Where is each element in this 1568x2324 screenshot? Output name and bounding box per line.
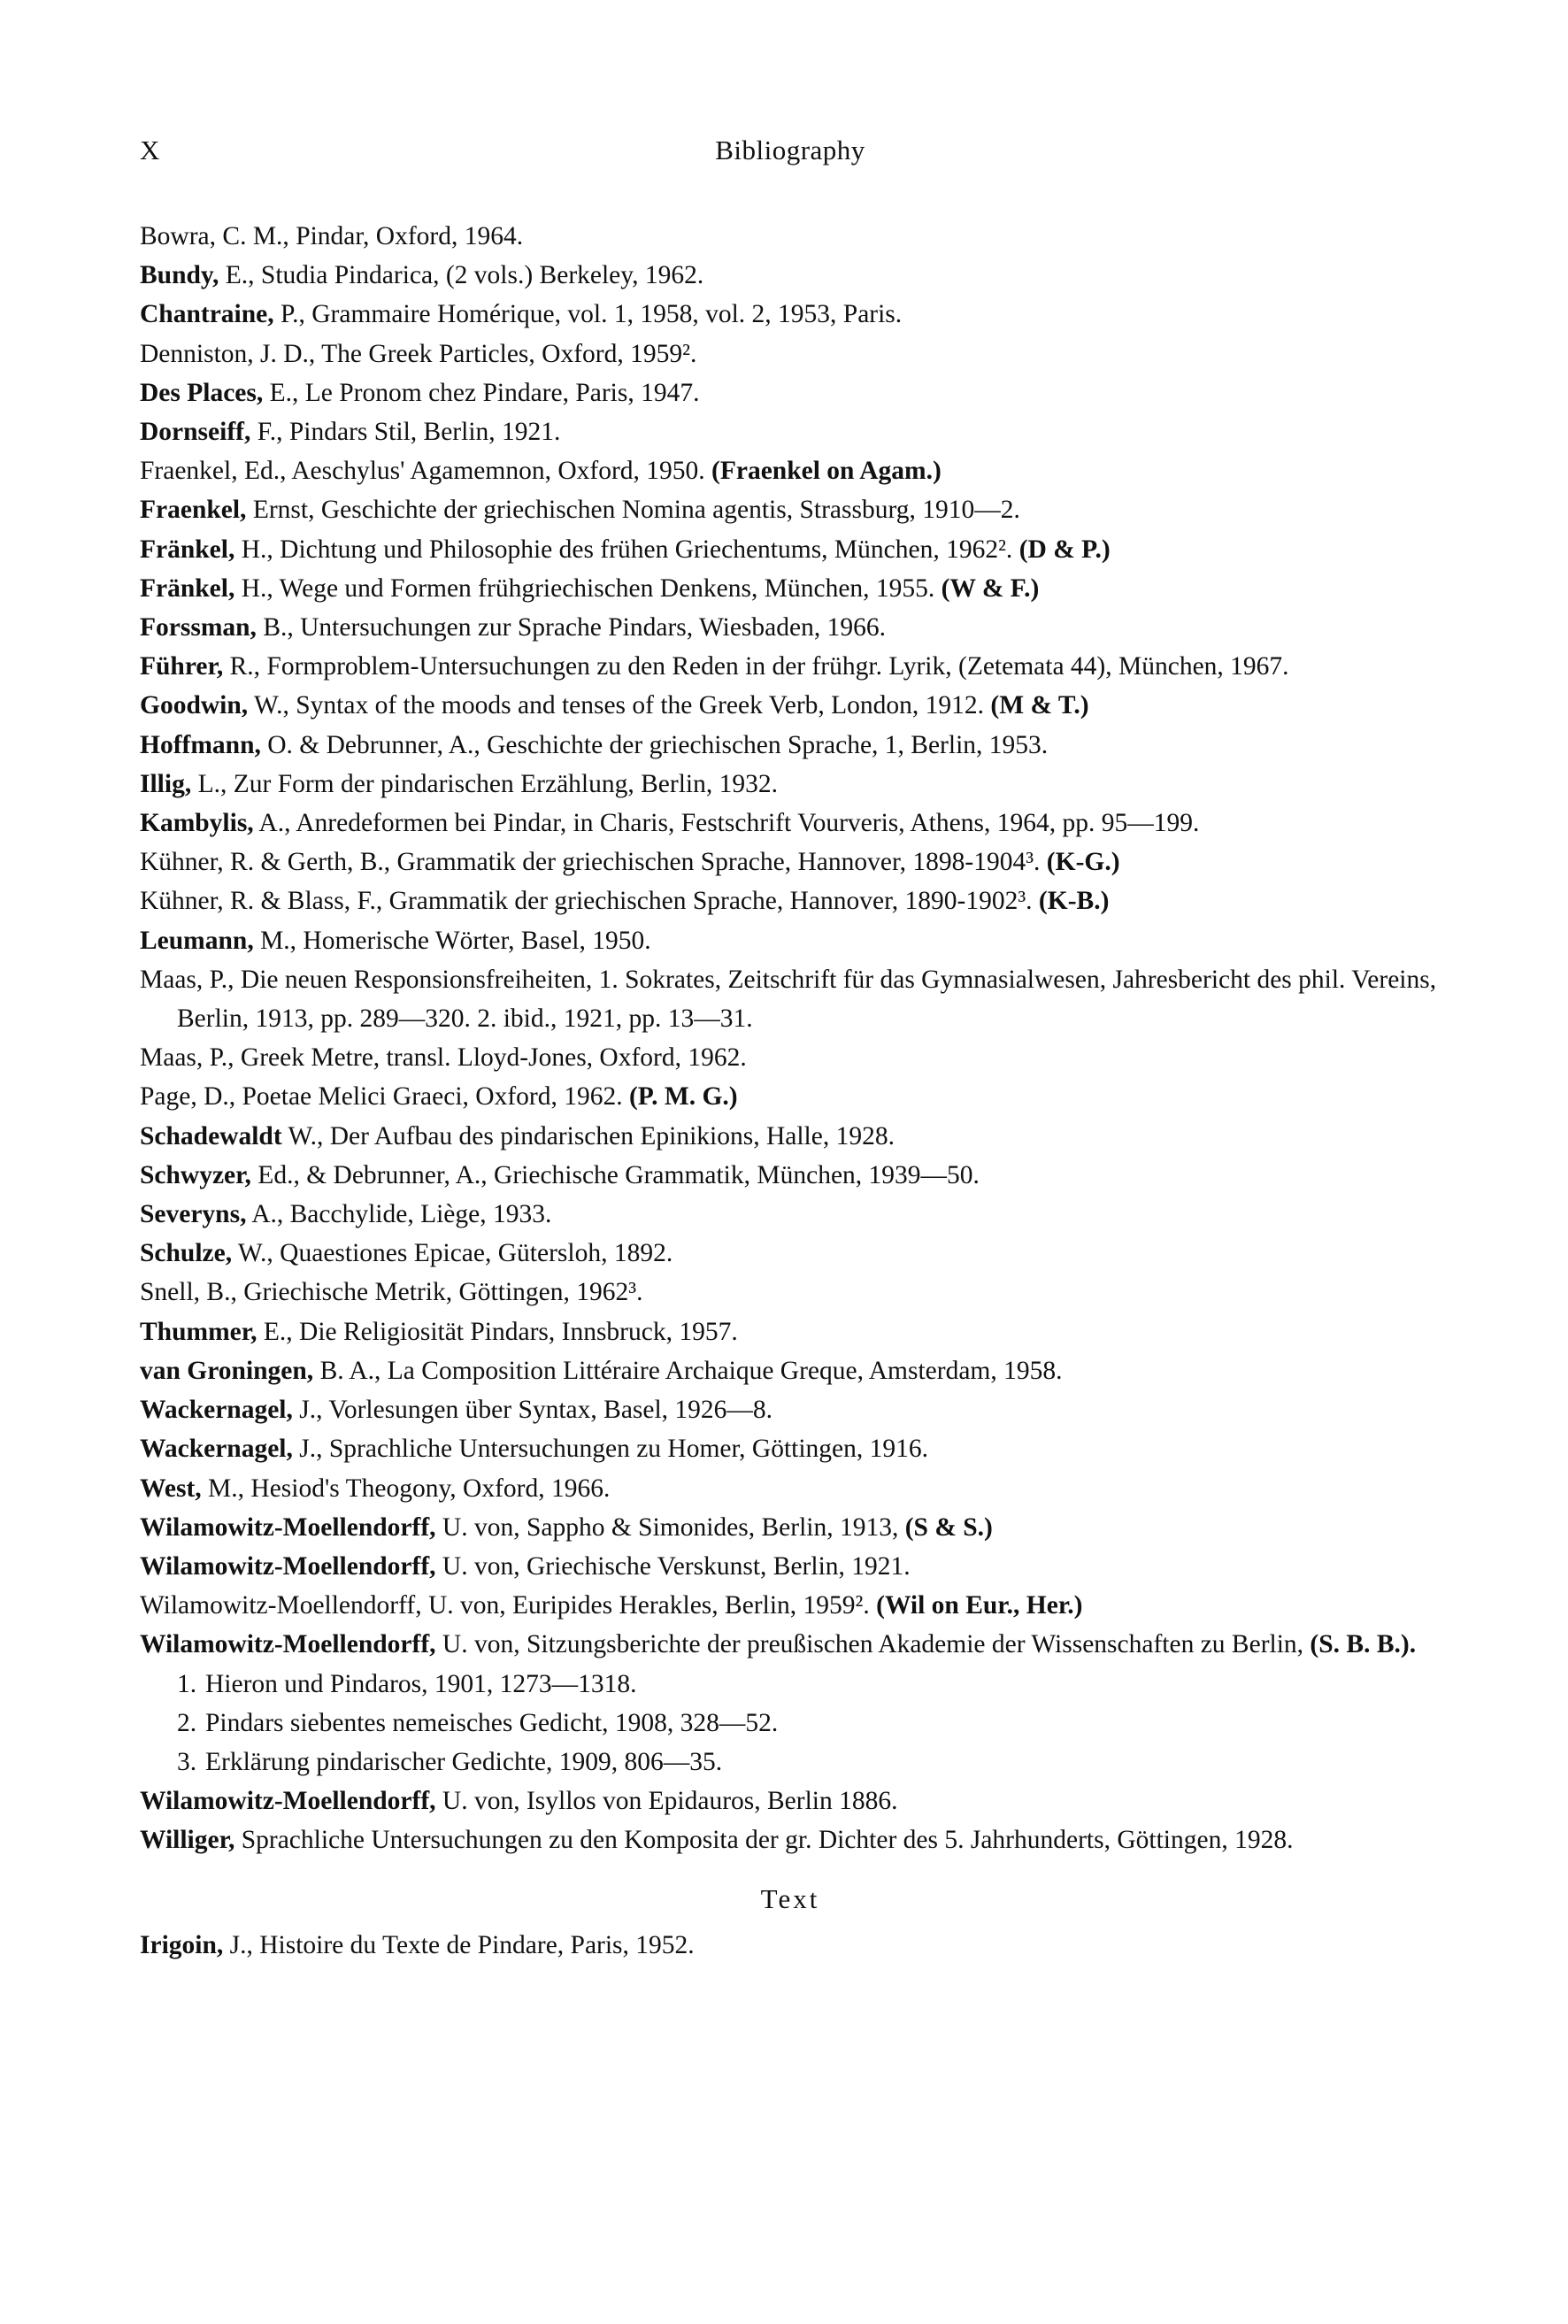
bibliography-entry	[140, 647, 1441, 686]
entry-author: Maas,	[140, 965, 204, 994]
sublist-item	[140, 1704, 1441, 1743]
entry-author: Bundy,	[140, 261, 219, 290]
bibliography-entry	[140, 1273, 1441, 1312]
entry-details: W., Quaestiones Epicae, Gütersloh, 1892.	[232, 1239, 673, 1268]
entry-details: E., Le Pronom chez Pindare, Paris, 1947.	[263, 378, 700, 407]
entry-abbreviation: (Wil on Eur., Her.)	[876, 1591, 1083, 1620]
entry-author: Führer,	[140, 652, 224, 681]
bibliography-entry	[140, 295, 1441, 334]
entry-author: Wilamowitz-Moellendorff,	[140, 1591, 422, 1620]
bibliography-entry	[140, 1351, 1441, 1390]
entry-abbreviation: (K-G.)	[1046, 848, 1120, 877]
bibliography-entry	[140, 569, 1441, 608]
bibliography-entry	[140, 1234, 1441, 1273]
entry-details: M., Hesiod's Theogony, Oxford, 1966.	[201, 1474, 611, 1503]
entry-author: Forssman,	[140, 613, 257, 643]
entry-details: A., Anredeformen bei Pindar, in Charis, Festschrift Vourveris, Athens, 1964, pp. 95—199.	[253, 809, 1200, 838]
entry-author: Fraenkel, Ed.,	[140, 457, 287, 486]
entry-author: Thummer,	[140, 1317, 257, 1346]
entry-details: R. & Gerth, B., Grammatik der griechischen Sprache, Hannover, 1898-1904³.	[223, 848, 1047, 877]
entry-author: Wilamowitz-Moellendorff,	[140, 1551, 436, 1581]
bibliography-entry	[140, 1077, 1441, 1116]
bibliography-entry	[140, 256, 1441, 295]
bibliography-entry	[140, 490, 1441, 529]
entry-abbreviation: (W & F.)	[941, 573, 1040, 603]
bibliography-entry	[140, 451, 1441, 490]
entry-author: Bowra, C. M.,	[140, 222, 289, 250]
entry-details: R., Formproblem-Untersuchungen zu den Reden in der frühgr. Lyrik, (Zetemata 44), München, 1967.	[223, 652, 1289, 681]
entry-abbreviation: (Fraenkel on Agam.)	[704, 457, 942, 486]
sublist-number: 2.	[177, 1708, 197, 1737]
entry-details: W., Der Aufbau des pindarischen Epinikions, Halle, 1928.	[281, 1121, 895, 1150]
entry-details: Ernst, Geschichte der griechischen Nomina agentis, Strassburg, 1910—2.	[246, 496, 1020, 525]
bibliography-entry	[140, 1781, 1441, 1820]
entry-author: Maas,	[140, 1043, 204, 1073]
entry-author: Leumann,	[140, 926, 254, 955]
entry-details: L., Zur Form der pindarischen Erzählung, Berlin, 1932.	[191, 769, 778, 798]
bibliography-entry	[140, 1195, 1441, 1234]
bibliography-entry	[140, 1469, 1441, 1508]
entry-details: U. von, Isyllos von Epidauros, Berlin 1886.	[435, 1787, 898, 1816]
entry-details: The Greek Particles, Oxford, 1959².	[315, 339, 697, 368]
sublist-item	[140, 1665, 1441, 1704]
bibliography-entry	[140, 1547, 1441, 1586]
bibliography-entry	[140, 1820, 1441, 1859]
entry-details: D., Poetae Melici Graeci, Oxford, 1962.	[196, 1082, 629, 1112]
text-entry	[140, 1926, 1441, 1965]
entry-details: H., Dichtung und Philosophie des frühen Griechentums, München, 1962².	[234, 535, 1019, 564]
entry-author: Des Places,	[140, 378, 264, 407]
entry-details: Ed., & Debrunner, A., Griechische Grammatik, München, 1939—50.	[250, 1160, 980, 1189]
entry-details: U. von, Sitzungsberichte der preußischen Akademie der Wissenschaften zu Berlin,	[435, 1630, 1311, 1659]
entry-author: Kühner,	[140, 848, 224, 877]
entry-author: West,	[140, 1474, 202, 1503]
bibliography-entry	[140, 726, 1441, 765]
entry-abbreviation: (S. B. B.).	[1310, 1630, 1417, 1659]
entry-author: Fränkel,	[140, 573, 235, 603]
entry-abbreviation: (P. M. G.)	[628, 1082, 738, 1112]
entry-author: Page,	[140, 1082, 197, 1112]
bibliography-entry	[140, 1625, 1441, 1664]
entry-author: van Groningen,	[140, 1356, 314, 1385]
entry-author: Fraenkel,	[140, 496, 247, 525]
entry-details: E., Die Religiosität Pindars, Innsbruck, 1957.	[257, 1317, 738, 1346]
entry-author: Williger,	[140, 1826, 235, 1855]
entry-details: J., Vorlesungen über Syntax, Basel, 1926—8.	[292, 1396, 773, 1425]
bibliography-entry	[140, 608, 1441, 647]
entry-author: Wackernagel,	[140, 1435, 293, 1464]
bibliography-entry	[140, 1156, 1441, 1195]
entry-details: J., Histoire du Texte de Pindare, Paris, 1952.	[223, 1930, 695, 1959]
entry-details: P., Greek Metre, transl. Lloyd-Jones, Oxford, 1962.	[203, 1043, 747, 1073]
entry-author: Schwyzer,	[140, 1160, 251, 1189]
bibliography-entry	[140, 1117, 1441, 1156]
bibliography-entry	[140, 412, 1441, 451]
page-numeral: X	[140, 135, 160, 165]
bibliography-entry	[140, 1508, 1441, 1547]
entry-details: Sprachliche Untersuchungen zu den Komposita der gr. Dichter des 5. Jahrhunderts, Göttingen, 1928.	[234, 1826, 1294, 1855]
sublist-text: Erklärung pindarischer Gedichte, 1909, 806—35.	[205, 1747, 723, 1776]
entry-details: W., Syntax of the moods and tenses of the Greek Verb, London, 1912.	[248, 691, 991, 720]
bibliography-entry	[140, 686, 1441, 725]
entry-details: F., Pindars Stil, Berlin, 1921.	[250, 418, 561, 447]
bibliography-list	[140, 217, 1441, 1965]
entry-abbreviation: (K-B.)	[1038, 887, 1110, 916]
entry-details: R. & Blass, F., Grammatik der griechischen Sprache, Hannover, 1890-1902³.	[223, 887, 1039, 916]
entry-details: U. von, Griechische Verskunst, Berlin, 1921.	[435, 1551, 911, 1581]
entry-author: Hoffmann,	[140, 730, 261, 759]
entry-details: P., Grammaire Homérique, vol. 1, 1958, vol. 2, 1953, Paris.	[273, 300, 903, 329]
bibliography-entry	[140, 373, 1441, 412]
sublist-text: Hieron und Pindaros, 1901, 1273—1318.	[205, 1669, 637, 1698]
bibliography-entry	[140, 217, 1441, 256]
bibliography-entry	[140, 765, 1441, 804]
entry-author: Dornseiff,	[140, 418, 251, 447]
entry-author: Kambylis,	[140, 809, 254, 838]
entry-details: Aeschylus' Agamemnon, Oxford, 1950.	[286, 457, 705, 486]
entry-details: P., Die neuen Responsionsfreiheiten, 1. Sokrates, Zeitschrift für das Gymnasialwesen, Jahresbericht des phil. Vereins, Berlin, 1913, pp. 289—320. 2. ibid., 1921, pp. 13—31.	[177, 965, 1437, 1034]
entry-details: U. von, Euripides Herakles, Berlin, 1959².	[421, 1591, 877, 1620]
entry-abbreviation: (M & T.)	[990, 691, 1089, 720]
entry-author: Wackernagel,	[140, 1396, 293, 1425]
page-header	[140, 135, 1441, 170]
entry-details: J., Sprachliche Untersuchungen zu Homer, Göttingen, 1916.	[292, 1435, 929, 1464]
page-title: Bibliography	[715, 135, 865, 165]
section-heading-text: Text	[760, 1882, 820, 1914]
entry-details: H., Wege und Formen frühgriechischen Denkens, München, 1955.	[234, 573, 942, 603]
entry-author: Chantraine,	[140, 300, 274, 329]
entry-details: Pindar, Oxford, 1964.	[288, 222, 524, 250]
entry-author: Fränkel,	[140, 535, 235, 564]
entry-author: Denniston, J. D.,	[140, 339, 316, 368]
entry-author: Wilamowitz-Moellendorff,	[140, 1512, 436, 1542]
entry-author: Wilamowitz-Moellendorff,	[140, 1630, 436, 1659]
entry-author: Severyns,	[140, 1200, 247, 1229]
entry-details: B., Untersuchungen zur Sprache Pindars, Wiesbaden, 1966.	[256, 613, 886, 643]
sublist-item	[140, 1743, 1441, 1781]
bibliography-entry	[140, 881, 1441, 920]
entry-author: Goodwin,	[140, 691, 249, 720]
entry-details: B. A., La Composition Littéraire Archaique Greque, Amsterdam, 1958.	[313, 1356, 1063, 1385]
entry-details: U. von, Sappho & Simonides, Berlin, 1913,	[435, 1512, 905, 1542]
entry-details: O. & Debrunner, A., Geschichte der griechischen Sprache, 1, Berlin, 1953.	[260, 730, 1049, 759]
bibliography-entry	[140, 335, 1441, 373]
entry-details: B., Griechische Metrik, Göttingen, 1962³.	[200, 1278, 643, 1307]
entry-author: Kühner,	[140, 887, 224, 916]
sublist-number: 1.	[177, 1669, 197, 1698]
bibliography-entry	[140, 921, 1441, 960]
entry-details: M., Homerische Wörter, Basel, 1950.	[253, 926, 651, 955]
bibliography-entry	[140, 1312, 1441, 1351]
sublist-number: 3.	[177, 1747, 197, 1776]
entry-abbreviation: (D & P.)	[1018, 535, 1111, 564]
bibliography-entry	[140, 1586, 1441, 1625]
entry-details: A., Bacchylide, Liège, 1933.	[246, 1200, 552, 1229]
entry-author: Wilamowitz-Moellendorff,	[140, 1787, 436, 1816]
bibliography-entry	[140, 804, 1441, 843]
bibliography-entry	[140, 843, 1441, 881]
bibliography-entry	[140, 1390, 1441, 1429]
bibliography-entry	[140, 1429, 1441, 1468]
entry-details: E., Studia Pindarica, (2 vols.) Berkeley, 1962.	[219, 261, 704, 290]
bibliography-entry	[140, 530, 1441, 569]
entry-author: Schulze,	[140, 1239, 233, 1268]
entry-abbreviation: (S & S.)	[904, 1512, 993, 1542]
entry-author: Snell,	[140, 1278, 201, 1307]
entry-author: Irigoin,	[140, 1930, 224, 1959]
entry-author: Illig,	[140, 769, 192, 798]
bibliography-entry	[140, 960, 1441, 1038]
sublist-text: Pindars siebentes nemeisches Gedicht, 1908, 328—52.	[205, 1708, 779, 1737]
bibliography-entry	[140, 1038, 1441, 1077]
entry-author: Schadewaldt	[140, 1121, 282, 1150]
